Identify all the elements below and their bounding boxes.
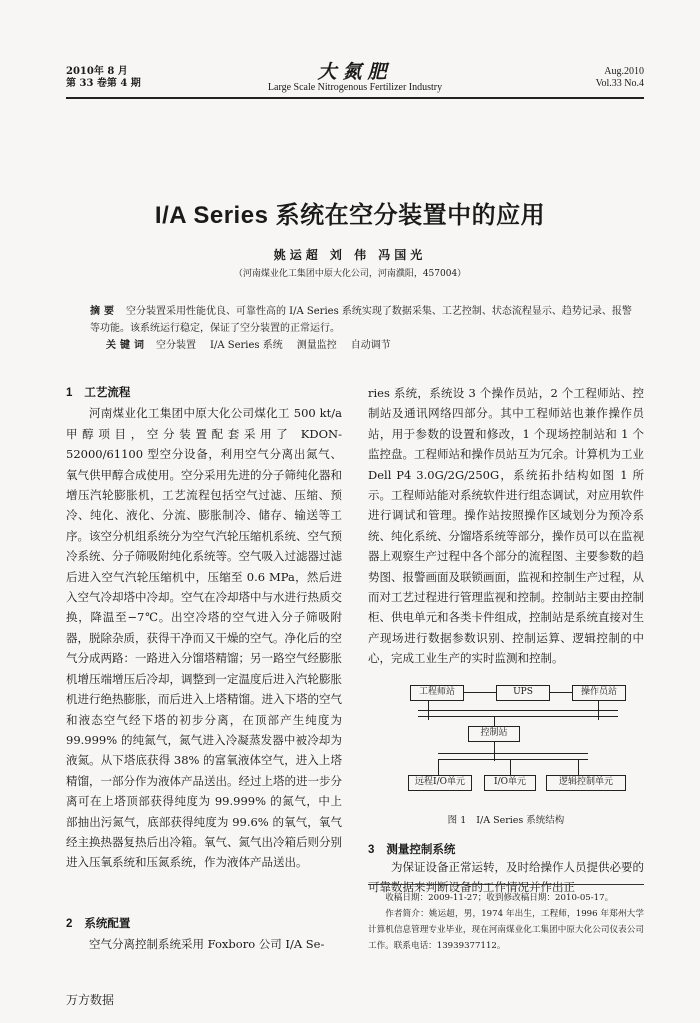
article-affiliation: （河南煤业化工集团中原大化公司，河南濮阳，457004）	[233, 269, 467, 279]
section-2-paragraph-start: 空气分离控制系统采用 Foxboro 公司 I/A Se-	[89, 937, 325, 952]
keyword: I/A Series 系统	[210, 340, 283, 351]
network-bus	[418, 710, 618, 711]
section-2-start	[66, 914, 342, 955]
section-heading-3	[368, 841, 644, 857]
io-unit-box: I/O单元	[484, 775, 536, 791]
received-date-note: 收稿日期：2009-11-27；收到修改稿日期：2010-05-17。	[385, 893, 614, 903]
remote-io-unit-box: 远程I/O单元	[408, 775, 472, 791]
author-bio-note: 作者简介：姚运超，男，1974 年出生，工程师，1996 年郑州大学计算机信息管理专业毕业，现在河南煤业化工集团中原大化公司仪表公司工作。联系电话：13939377112。	[368, 909, 644, 951]
keyword: 测量监控	[296, 340, 337, 351]
footnotes	[368, 890, 644, 954]
engineer-station-box: 工程师站	[410, 685, 464, 701]
header-date-cn: 2010年 8 月	[66, 66, 128, 77]
figure-1-caption	[368, 812, 644, 826]
journal-english-name: Large Scale Nitrogenous Fertilizer Industry	[267, 82, 443, 93]
section-3-paragraph: 为保证设备正常运转，及时给操作人员提供必要的可靠数据来判断设备的工作情况并作出正	[368, 860, 644, 895]
logic-control-unit-box: 逻辑控制单元	[546, 775, 626, 791]
running-header	[66, 62, 644, 96]
link-line	[494, 717, 495, 726]
section-1-paragraph: 河南煤业化工集团中原大化公司煤化工 500 kt/a 甲醇项目，空分装置配套采用了 KDON-52000/61100 型空分设备，利用空气分离出氮气、氧气供甲醇合成使用。空分采用先进的分子筛纯化器和增压汽轮膨胀机，工艺流程包括空气过滤、压缩、预冷、纯化、液化、分流、膨胀制冷、储存、输送等工序。该空分机组系统分为空气汽轮压缩机系统、空气预冷系统、分子筛吸附纯化系统等。空气吸入过滤器过滤后进入空气汽轮压缩机中，压缩至 0.6 MPa，然后进入空气冷却塔中冷却。空气在冷却塔中与水进行热质交换，降温至−7℃。出空冷塔的空气进入分子筛吸附器，脱除杂质，获得干净而又干燥的空气。净化后的空气分成两路：一路进入分馏塔精馏；另一路空气经膨胀机增压端增压后冷却，调整到一定温度后进入汽轮膨胀机进行绝热膨胀，而后进入上塔精馏。进入下塔的空气和液态空气经下塔的初步分离，在顶部产生纯度为 99.999% 的纯氮气，氮气进入冷凝蒸发器中被冷却为液氮。从下塔底获得 38% 的富氧液体空气，进入上塔精馏，一部分作为液体产品送出。经过上塔的进一步分离可在上塔顶部获得纯度为 99.999% 的氮气，中上部抽出污氮气，底部获得纯度为 99.6% 的氧气，氧气经主换热器复热后出冷箱。氧气、氮气出冷箱后则分别进入压氧系统和压氮系统，作为液体产品送出。	[66, 406, 342, 870]
section-heading-2	[66, 914, 342, 934]
link-line	[438, 760, 439, 775]
header-volume-cn: 第 33 卷第 4 期	[66, 78, 141, 89]
journal-logo: 大氮肥	[317, 61, 393, 83]
section-title: 系统配置	[84, 918, 131, 930]
section-2-paragraph-continued: ries 系统，系统设 3 个操作员站，2 个工程师站、控制站及通讯网络四部分。其中工程师站也兼作操作员站，用于参数的设置和修改，1 个现场控制站和 1 个监控盘。工程师站和操作员站互为冗余。计算机为工业 Dell P4 3.0G/2G/250G，系统拓扑结构如图 1 所示。工程师站能对系统软件进行组态调试，对应用软件进行调试和管理。操作站按照操作区域划分为预冷系统、纯化系统、分馏塔系统等部分，操作员可以在监视器上观察生产过程中各个部分的流程图、主要参数的趋势图、报警画面及联锁画面，监视和控制生产过程，从而对工艺过程进行管理监视和控制。控制站主要由控制柜、供电单元和各类卡件组成，控制站是系统直接对生产现场进行数据参数识别、控制运算、逻辑控制的中心，完成工业生产的实时监测和控制。	[368, 386, 644, 666]
watermark-footer: 万方数据	[66, 993, 115, 1007]
left-column	[66, 383, 342, 873]
section-number: 1	[66, 387, 73, 399]
operator-station-box: 操作员站	[572, 685, 626, 701]
footnote-rule	[368, 884, 644, 885]
section-heading-1	[66, 383, 342, 403]
header-rule	[66, 97, 644, 99]
abstract	[90, 303, 640, 337]
section-title: 工艺流程	[84, 387, 131, 399]
link-line	[494, 741, 495, 761]
header-center	[66, 62, 644, 94]
article-title: I/A Series 系统在空分装置中的应用	[154, 202, 546, 229]
link-line	[510, 760, 511, 775]
section-number: 3	[368, 844, 375, 856]
keywords-label: 关键词	[106, 340, 148, 351]
abstract-label: 摘要	[90, 306, 118, 317]
figure-1-diagram	[408, 683, 628, 808]
section-title: 测量控制系统	[386, 844, 456, 856]
keyword: 自动调节	[350, 340, 391, 351]
keywords	[106, 338, 640, 354]
link-line	[463, 692, 496, 693]
figure-caption-text: I/A Series 系统结构	[476, 815, 565, 826]
network-bus	[418, 716, 618, 717]
header-volume-en: Vol.33 No.4	[595, 78, 644, 89]
io-bus	[438, 759, 588, 760]
keyword: 空分装置	[156, 340, 196, 351]
link-line	[549, 692, 572, 693]
right-column	[368, 383, 644, 669]
header-right	[596, 66, 644, 90]
control-station-box: 控制站	[468, 726, 520, 742]
ups-box: UPS	[496, 685, 550, 701]
io-bus	[438, 753, 588, 754]
abstract-text: 空分装置采用性能优良、可靠性高的 I/A Series 系统实现了数据采集、工艺控制、状态流程显示、趋势记录、报警等功能。该系统运行稳定，保证了空分装置的正常运行。	[90, 306, 632, 334]
section-number: 2	[66, 918, 73, 930]
link-line	[578, 760, 579, 775]
figure-number: 图 1	[447, 815, 467, 826]
header-date-en: Aug.2010	[604, 66, 644, 77]
article-authors: 姚运超 刘 伟 冯国光	[273, 248, 427, 262]
